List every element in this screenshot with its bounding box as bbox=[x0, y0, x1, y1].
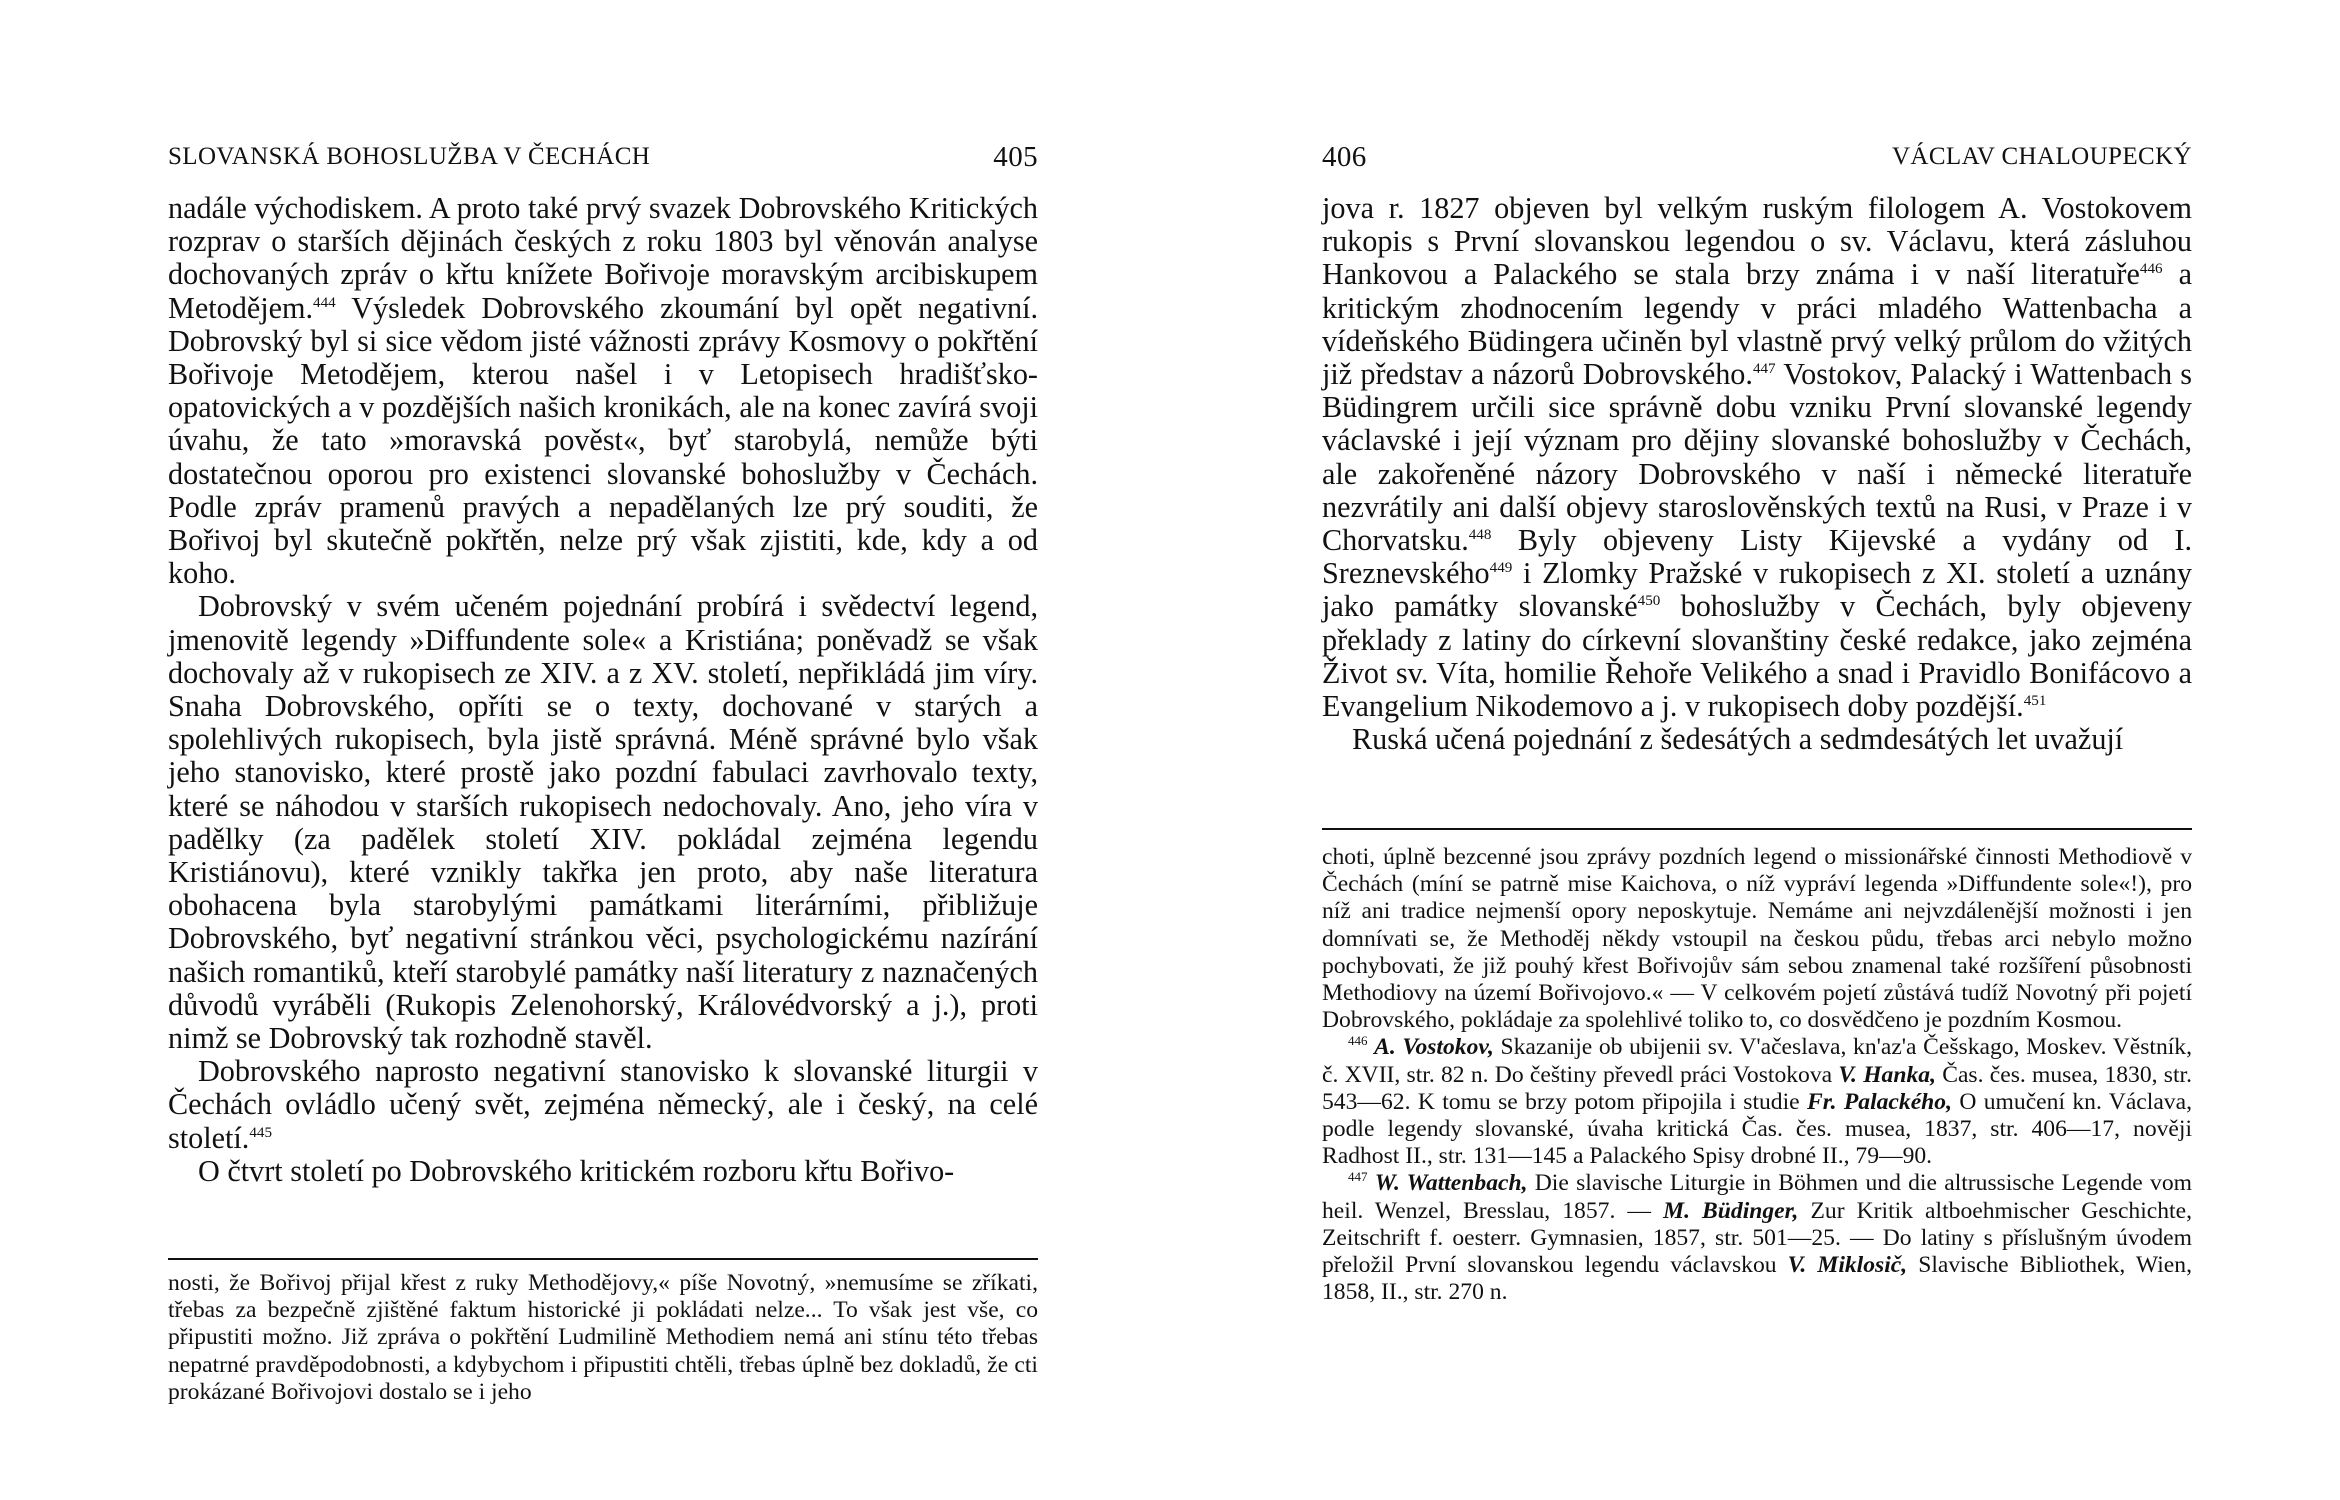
paragraph: Dobrovský v svém učeném pojednání probírá i svědectví legend, jmenovitě legendy »Diffundente sole« a Kristiána; poněvadž se však dochovaly až v rukopisech ze XIV. a z XV. století, nepřikládá jim víry. Snaha Dobrovského, opříti se o texty, dochované v starých a spolehlivých rukopisech, byla jistě správná. Méně správné bylo však jeho stanovisko, které prostě jako pozdní fabulaci zavrhovalo texty, které se náhodou v starších rukopisech nedochovaly. Ano, jeho víra v padělky (za padělek století XIV. pokládal zejména legendu Kristiánovu), které vznikly takřka jen proto, aby naše literatura obohacena byla starobylými památkami literárními, přibližuje Dobrovského, byť negativní stránkou věci, psychologickému nazírání našich romantiků, kteří starobylé památky naší literatury z naznačených důvodů vyráběli (Rukopis Zelenohorský, Královédvorský a j.), proti nimž se Dobrovský tak rozhodně stavěl. bbox=[168, 589, 1038, 1056]
footnote-reference: 448 bbox=[1468, 526, 1492, 543]
paragraph-text: bohoslužby v Čechách, byly objeveny překlady z latiny do církevní slovanštiny české redakce, jako zejména Život sv. Víta, homilie Řehoře Velikého a snad i Pravidlo Bonifácovo a Evangelium Nikodemovo a j. v rukopisech doby pozdější. bbox=[1322, 589, 2192, 724]
footnote bbox=[1322, 1170, 2192, 1306]
footnote-divider bbox=[1322, 828, 2192, 830]
footnote bbox=[1322, 1034, 2192, 1170]
paragraph-text: Dobrovského naprosto negativní stanovisko k slovanské liturgii v Čechách ovládlo učený svět, zejména německý, ale i český, na celé století. bbox=[168, 1054, 1038, 1155]
footnote: nosti, že Bořivoj přijal křest z ruky Methodějovy,« píše Novotný, »nemusíme se zříkati, třebas za bezpečně zjištěné faktum historické ji pokládati nelze... To však jest vše, co připustiti možno. Již zpráva o pokřtění Ludmilině Methodiem nemá ani stínu této třebas nepatrné pravděpodobnosti, a kdybychom i připustiti chtěli, třebas úplně bez dokladů, že cti prokázané Bořivojovi dostalo se i jeho bbox=[168, 1270, 1038, 1405]
running-head bbox=[168, 140, 1038, 174]
footnote-reference: 447 bbox=[1752, 360, 1776, 377]
footnote-reference: 444 bbox=[313, 294, 336, 311]
author-name: V. Hanka, bbox=[1838, 1061, 1936, 1088]
paragraph: Ruská učená pojednání z šedesátých a sedmdesátých let uvažují bbox=[1352, 722, 2124, 757]
paragraph-text: Byly objeveny Listy Kijevské a vydány od I. Sreznevského bbox=[1322, 523, 2192, 591]
paragraph: O čtvrt století po Dobrovského kritickém rozboru křtu Bořivo- bbox=[198, 1153, 955, 1188]
left-page bbox=[168, 0, 1038, 1500]
paragraph bbox=[168, 1055, 1038, 1155]
footnotes bbox=[1322, 844, 2192, 1306]
paragraph-text: nadále východiskem. A proto také prvý svazek Dobrovského Kritických rozprav o starších dějinách českých z roku 1803 byl věnován analyse dochovaných zpráv o křtu knížete Bořivoje moravským arcibiskupem Metodějem. bbox=[168, 191, 1038, 325]
paragraph-text: a kritickým zhodnocením legendy v práci mladého Wattenbacha a vídeňského Büdingera učiněn byl vlastně prvý velký průlom do vžitých již představ a názorů Dobrovského. bbox=[1322, 257, 2193, 392]
author-name: V. Miklosič, bbox=[1787, 1252, 1908, 1279]
running-head bbox=[1322, 140, 2192, 174]
footnote-text: Slavische Bibliothek, Wien, 1858, II., str. 270 n. bbox=[1322, 1252, 2192, 1306]
footnote-text: O umučení kn. Václava, podle legendy slovanské, úvaha kritická Čas. čes. musea, 1837, str. 406—17, nověji Radhost II., str. 131—145 a Palackého Spisy drobné II., 79—90. bbox=[1322, 1088, 2192, 1170]
footnote-reference: 445 bbox=[249, 1124, 272, 1141]
page-number: 405 bbox=[993, 141, 1038, 173]
footnote-reference: 451 bbox=[2023, 692, 2047, 709]
paragraph-text: jova r. 1827 objeven byl velkým ruským filologem A. Vostokovem rukopis s První slovanskou legendou o sv. Václavu, která zásluhou Hankovou a Palackého se stala brzy známa i v naší literatuře bbox=[1322, 191, 2192, 292]
main-text bbox=[1322, 192, 2192, 756]
author-name: A. Vostokov, bbox=[1374, 1034, 1494, 1061]
footnote-divider bbox=[168, 1258, 1038, 1260]
right-page bbox=[1322, 0, 2192, 1500]
running-head-title: VÁCLAV CHALOUPECKÝ bbox=[1891, 143, 2192, 170]
footnote-number: 447 bbox=[1348, 1169, 1368, 1185]
footnote-reference: 449 bbox=[1489, 560, 1513, 577]
author-name: W. Wattenbach, bbox=[1374, 1170, 1528, 1197]
footnote-text: Čas. čes. musea, 1830, str. 543—62. K tomu se brzy potom připojila i studie bbox=[1322, 1061, 2192, 1115]
footnote-text: Skazanije ob ubijenii sv. V'ačeslava, kn'az'a Češskago, Moskev. Věstník, č. XVII, str. 82 n. Do češtiny převedl práci Vostokova bbox=[1322, 1034, 2192, 1088]
footnote-reference: 450 bbox=[1637, 593, 1661, 610]
paragraph-text: Výsledek Dobrovského zkoumání byl opět negativní. Dobrovský byl si sice vědom jisté vážnosti zprávy Kosmovy o pokřtění Bořivoje Metodějem, kterou našel i v Letopisech hradišťsko-opatovických a v pozdějších našich kronikách, ale na konec zavírá svoji úvahu, že tato »moravská pověst«, byť starobylá, nemůže býti dostatečnou oporou pro existenci slovanské bohoslužby v Čechách. Podle zpráv pramenů pravých a nepadělaných lze prý souditi, že Bořivoj byl skutečně pokřtěn, nelze prý však zjistiti, kde, kdy a od koho. bbox=[168, 290, 1038, 591]
main-text bbox=[168, 192, 1038, 1188]
running-head-title: SLOVANSKÁ BOHOSLUŽBA V ČECHÁCH bbox=[168, 143, 651, 170]
paragraph-text: i Zlomky Pražské v rukopisech z XI. století a uznány jako památky slovanské bbox=[1322, 556, 2192, 624]
footnotes bbox=[168, 1270, 1038, 1406]
author-name: M. Büdinger, bbox=[1663, 1197, 1799, 1224]
paragraph-text: Vostokov, Palacký i Wattenbach s Büdingrem určili sice správně dobu vzniku První slovanské legendy václavské i její význam pro dějiny slovanské bohoslužby v Čechách, ale zakořeněné názory Dobrovského v naší i německé literatuře nezvrátily ani další objevy staroslověnských textů na Rusi, v Praze i v Chorvatsku. bbox=[1322, 357, 2192, 558]
paragraph bbox=[168, 192, 1038, 590]
paragraph bbox=[1322, 192, 2192, 723]
author-name: Fr. Palackého, bbox=[1807, 1088, 1952, 1115]
page-number: 406 bbox=[1322, 141, 1367, 173]
footnote: choti, úplně bezcenné jsou zprávy pozdních legend o missionářské činnosti Methodiově v Čechách (míní se patrně mise Kaichova, o níž vypráví legenda »Diffundente sole«!), pro níž ani tradice nejmenší opory neposkytuje. Nemáme ani nejvzdálenější možnosti i jen domnívati se, že Methoděj někdy vstoupil na českou půdu, třebas arci nebylo možno pochybovati, že již pouhý křest Bořivojův sám sebou znamenal také rozšíření působnosti Methodiovy na území Bořivojovo.« — V celkovém pojetí zůstává tudíž Novotný při pojetí Dobrovského, pokládaje za spolehlivé toliko to, co dosvědčeno je pozdním Kosmou. bbox=[1322, 844, 2192, 1034]
footnote-text: Zur Kritik altboehmischer Geschichte, Zeitschrift f. oesterr. Gymnasien, 1857, str. 501—25. — Do latiny s příslušným úvodem přeložil První slovanskou legendu václavskou bbox=[1322, 1197, 2192, 1279]
footnote-text: Die slavische Liturgie in Böhmen und die altrussische Legende vom heil. Wenzel, Bresslau, 1857. — bbox=[1322, 1170, 2192, 1224]
footnote-reference: 446 bbox=[2139, 261, 2163, 278]
footnote-number: 446 bbox=[1348, 1033, 1368, 1049]
